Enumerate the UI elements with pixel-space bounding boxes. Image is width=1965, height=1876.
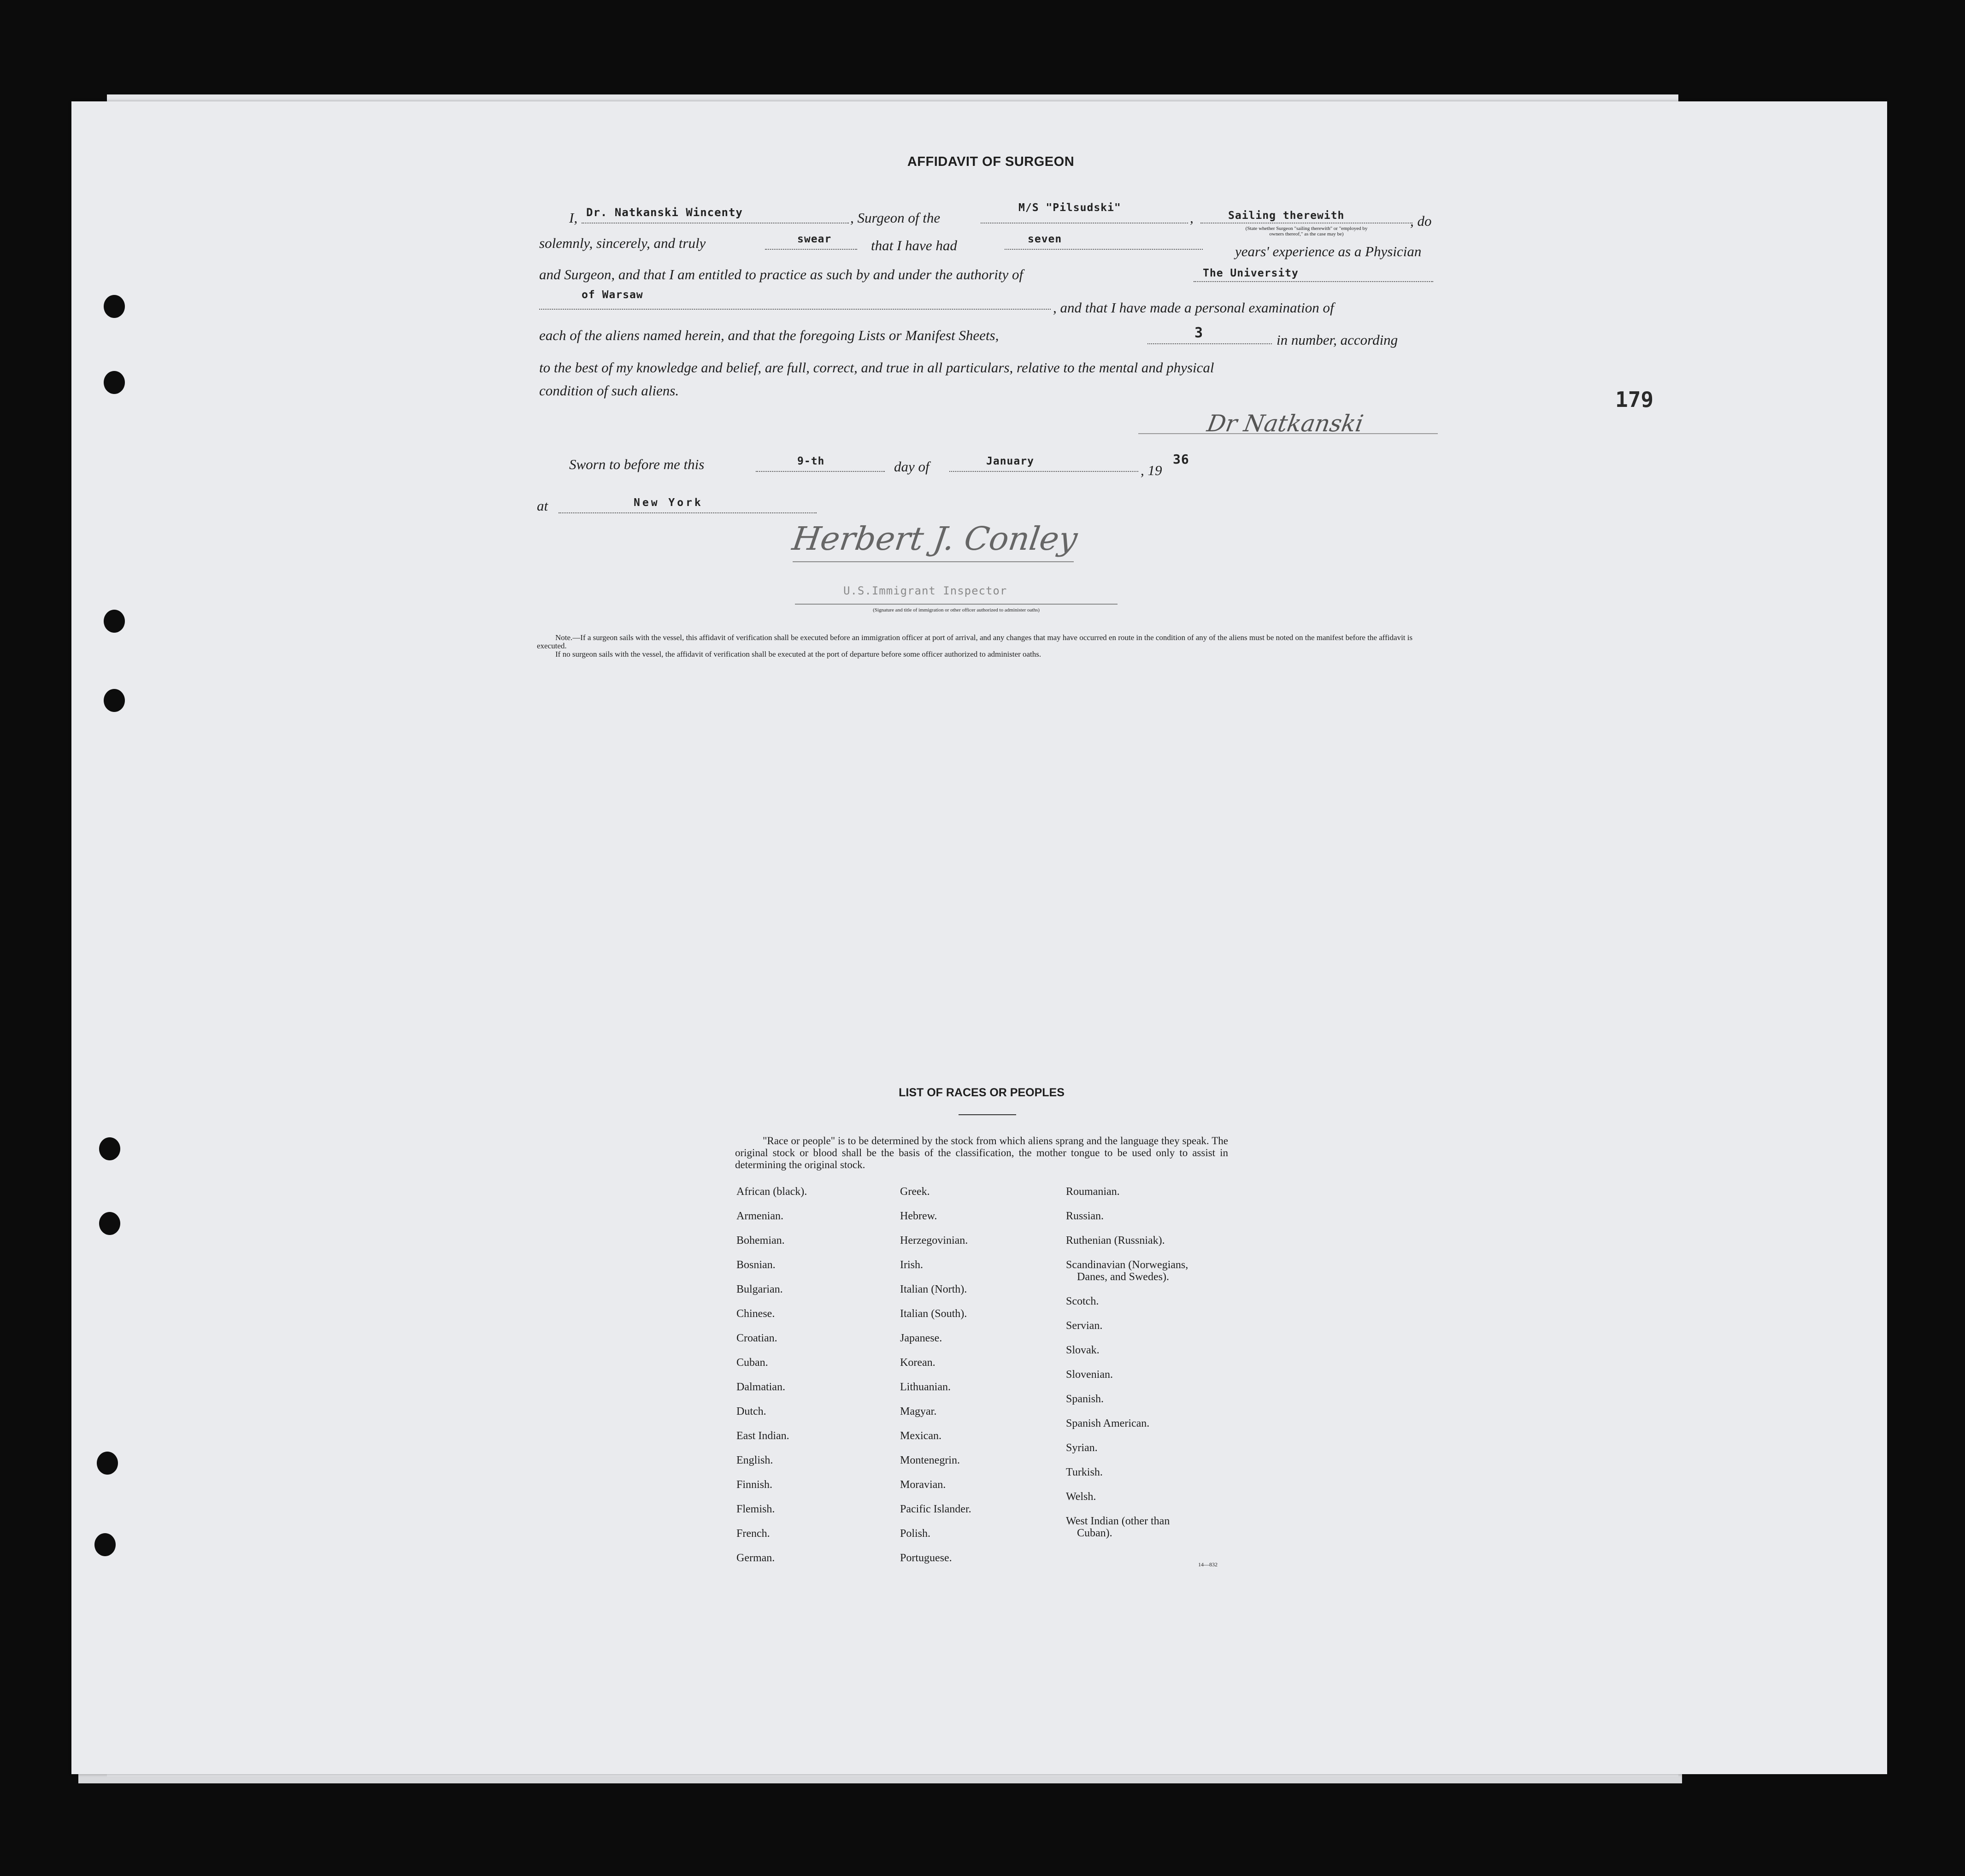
authority-rule-2 xyxy=(539,309,1051,310)
race-item: Dalmatian. xyxy=(736,1381,785,1393)
authority-rule-1 xyxy=(1194,281,1433,282)
oath-rule xyxy=(765,249,857,250)
sworn-day-rule xyxy=(756,471,885,472)
race-item: Dutch. xyxy=(736,1406,766,1417)
note-paragraph: If no surgeon sails with the vessel, the affidavit of verification shall be executed at the port of departure before some officer authorized to administer oaths. xyxy=(555,650,1041,659)
document-page xyxy=(71,101,1887,1774)
race-item: Chinese. xyxy=(736,1308,775,1320)
authority-lead-text: and Surgeon, and that I am entitled to practice as such by and under the authority of xyxy=(539,266,1024,282)
race-item: Cuban. xyxy=(736,1357,768,1369)
race-item: Scandinavian (Norwegians, xyxy=(1066,1259,1188,1271)
binder-hole xyxy=(99,1137,120,1160)
sworn-place-field: New York xyxy=(634,497,703,509)
knowledge-text: to the best of my knowledge and belief, are full, correct, and true in all particulars, relative to the mental and physical xyxy=(539,359,1214,376)
binder-hole xyxy=(104,295,125,318)
race-item: Magyar. xyxy=(900,1406,937,1417)
race-item: German. xyxy=(736,1552,775,1564)
race-item: Armenian. xyxy=(736,1210,783,1222)
race-item: Scotch. xyxy=(1066,1295,1099,1307)
race-item: Slovak. xyxy=(1066,1344,1100,1356)
race-item: Slovenian. xyxy=(1066,1369,1113,1381)
sworn-place-rule xyxy=(559,512,817,513)
condition-text: condition of such aliens. xyxy=(539,382,679,399)
at-text: at xyxy=(537,498,548,514)
surgeon-of-text: , Surgeon of the xyxy=(850,210,941,226)
race-item: Servian. xyxy=(1066,1320,1103,1332)
race-item: Montenegrin. xyxy=(900,1454,960,1466)
race-item: African (black). xyxy=(736,1186,807,1198)
oath-field: swear xyxy=(797,233,832,245)
page-number: 179 xyxy=(1615,387,1654,412)
race-item: Spanish American. xyxy=(1066,1417,1150,1429)
race-item: Bulgarian. xyxy=(736,1283,783,1295)
races-column-1 xyxy=(736,1186,807,1576)
officer-signature: Herbert J. Conley xyxy=(790,520,1080,558)
race-item: Korean. xyxy=(900,1357,935,1369)
races-title: LIST OF RACES OR PEOPLES xyxy=(899,1086,1065,1099)
sworn-day-field: 9-th xyxy=(797,455,825,467)
affidavit-title: AFFIDAVIT OF SURGEON xyxy=(907,154,1075,169)
race-item: Lithuanian. xyxy=(900,1381,951,1393)
race-item: English. xyxy=(736,1454,773,1466)
surgeon-name-field: Dr. Natkanski Wincenty xyxy=(586,206,743,219)
manifest-sheets-text: each of the aliens named herein, and that the foregoing Lists or Manifest Sheets, xyxy=(539,327,999,343)
surgeon-signature-rule xyxy=(1138,433,1438,434)
officer-title-rule xyxy=(795,604,1118,605)
examination-text: , and that I have made a personal examination of xyxy=(1053,300,1334,316)
race-item: West Indian (other than xyxy=(1066,1515,1170,1527)
race-item: Cuban). xyxy=(1077,1527,1112,1539)
race-item: Mexican. xyxy=(900,1430,941,1442)
years-rule xyxy=(1005,249,1203,250)
race-item: East Indian. xyxy=(736,1430,789,1442)
experience-text: years' experience as a Physician xyxy=(1235,243,1422,259)
races-title-rule xyxy=(959,1114,1016,1115)
race-item: Italian (North). xyxy=(900,1283,967,1295)
binder-hole xyxy=(97,1452,118,1475)
race-item: Bohemian. xyxy=(736,1235,785,1247)
race-item: Croatian. xyxy=(736,1332,777,1344)
race-item: Bosnian. xyxy=(736,1259,776,1271)
surgeon-signature: Dr Natkanski xyxy=(1205,410,1365,437)
signature-hint: (Signature and title of immigration or other officer authorized to administer oaths) xyxy=(873,607,1040,613)
do-text: , do xyxy=(1410,213,1432,229)
have-had-text: that I have had xyxy=(871,237,957,253)
binder-hole xyxy=(104,610,125,633)
race-item: Spanish. xyxy=(1066,1393,1104,1405)
sworn-year-field: 36 xyxy=(1173,452,1189,467)
binder-hole xyxy=(104,689,125,712)
comma-text: , xyxy=(1190,210,1194,226)
affidavit-lead: I, xyxy=(569,210,578,226)
race-item: Irish. xyxy=(900,1259,923,1271)
officer-signature-rule xyxy=(793,561,1074,562)
binder-hole xyxy=(94,1533,116,1556)
form-number: 14—832 xyxy=(1198,1561,1218,1568)
officer-title: U.S.Immigrant Inspector xyxy=(843,584,1007,597)
years-field: seven xyxy=(1028,233,1062,245)
day-of-text: day of xyxy=(894,459,930,475)
authority-field-2: of Warsaw xyxy=(582,289,643,301)
sheets-rule xyxy=(1147,343,1272,344)
sworn-month-field: January xyxy=(986,455,1034,467)
capacity-hint: (State whether Surgeon "sailing therewith" or "employed by owners thereof," as the case may be) xyxy=(1245,226,1368,237)
races-column-3 xyxy=(1066,1186,1232,1552)
race-item: Syrian. xyxy=(1066,1442,1098,1454)
race-item: Flemish. xyxy=(736,1503,775,1515)
race-item: French. xyxy=(736,1528,770,1540)
race-item: Turkish. xyxy=(1066,1466,1103,1478)
race-item: Welsh. xyxy=(1066,1491,1096,1503)
capacity-field: Sailing therewith xyxy=(1228,210,1345,222)
sworn-month-rule xyxy=(949,471,1138,472)
races-intro: "Race or people" is to be determined by the stock from which aliens sprang and the language they speak. The original stock or blood shall be the basis of the classification, the mother tongue to be used only to assist in determining the original stock. xyxy=(735,1135,1228,1170)
century-text: , 19 xyxy=(1141,462,1162,478)
authority-field-1: The University xyxy=(1203,267,1299,279)
sheets-field: 3 xyxy=(1194,325,1204,341)
race-item: Hebrew. xyxy=(900,1210,937,1222)
affidavit-note xyxy=(537,634,1436,659)
race-item: Japanese. xyxy=(900,1332,942,1344)
race-item: Greek. xyxy=(900,1186,930,1198)
vessel-field: M/S "Pilsudski" xyxy=(1018,202,1121,214)
race-item: Ruthenian (Russniak). xyxy=(1066,1235,1165,1247)
race-item: Herzegovinian. xyxy=(900,1235,968,1247)
race-item: Pacific Islander. xyxy=(900,1503,971,1515)
sworn-text: Sworn to before me this xyxy=(569,456,705,472)
binder-hole xyxy=(104,371,125,394)
race-item: Danes, and Swedes). xyxy=(1077,1271,1169,1283)
race-item: Polish. xyxy=(900,1528,931,1540)
note-paragraph: Note.—If a surgeon sails with the vessel, this affidavit of verification shall be executed before an immigration officer at port of arrival, and any changes that may have occurred en route in the condition of any of the aliens must be noted on the manifest before the affidavit is executed. xyxy=(537,633,1413,650)
solemnly-text: solemnly, sincerely, and truly xyxy=(539,235,706,251)
races-column-2 xyxy=(900,1186,971,1576)
in-number-text: in number, according xyxy=(1277,332,1398,348)
race-item: Finnish. xyxy=(736,1479,773,1491)
race-item: Roumanian. xyxy=(1066,1186,1120,1198)
race-item: Russian. xyxy=(1066,1210,1104,1222)
race-item: Italian (South). xyxy=(900,1308,967,1320)
binder-hole xyxy=(99,1212,120,1235)
race-item: Portuguese. xyxy=(900,1552,952,1564)
race-item: Moravian. xyxy=(900,1479,946,1491)
